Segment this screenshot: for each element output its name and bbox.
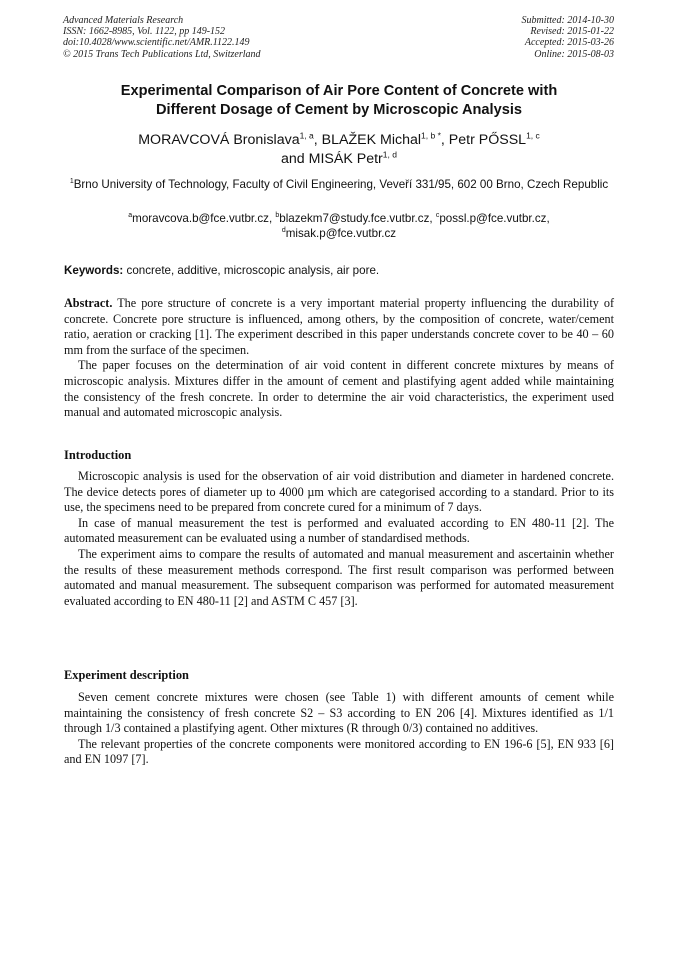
affiliation-sup: 1 bbox=[69, 178, 74, 186]
author-sup: 1, a bbox=[299, 130, 314, 141]
abstract-paragraph: The paper focuses on the determination of air void content in different concrete mixtures by means of microscopic analysis. Mixtures differ in the amount of cement and plastifying agent added while maintaining the consistency of the fresh concrete. In order to determine the air void characteristics, the experiment used manual and automated microscopic analysis. bbox=[64, 358, 614, 420]
date-submitted: Submitted: 2014-10-30 bbox=[521, 15, 614, 26]
title-line-2: Different Dosage of Cement by Microscopic Analysis bbox=[155, 102, 522, 118]
author-name: BLAŽEK Michal bbox=[321, 132, 422, 148]
date-online: Online: 2015-08-03 bbox=[534, 48, 614, 60]
abstract-text: The pore structure of concrete is a very important material property influencing the durability of concrete. Concrete pore structure is influenced, among others, by the composition of concrete, water/cement ratio, aeration or cracking [1]. The experiment described in this paper understands concrete cover to be 40 – 60 mm from the surface of the specimen. bbox=[64, 296, 615, 357]
submission-dates bbox=[522, 15, 615, 60]
email-link[interactable]: moravcova.b@fce.vutbr.cz, bbox=[132, 212, 273, 225]
section-introduction bbox=[64, 469, 614, 609]
paper-title bbox=[60, 82, 618, 120]
email-sup: c bbox=[435, 212, 440, 220]
author-conjunction: and bbox=[281, 151, 305, 167]
section-experiment bbox=[64, 690, 614, 768]
email-sup: d bbox=[281, 226, 286, 234]
author-name: MISÁK Petr bbox=[308, 151, 383, 167]
paragraph: Seven cement concrete mixtures were chosen (see Table 1) with different amounts of cement while maintaining the consistency of fresh concrete S2 – S3 according to EN 206 [4]. Mixtures identified as 1/1 through 1/3 contained a plastifying agent. Other mixtures (R through 0/3) contained no additives. bbox=[64, 690, 614, 736]
abstract-paragraph bbox=[64, 296, 614, 358]
date-revised: Revised: 2015-01-22 bbox=[530, 26, 614, 38]
author-sup: 1, b * bbox=[421, 130, 441, 141]
journal-copyright: © 2015 Trans Tech Publications Ltd, Switzerland bbox=[63, 48, 261, 60]
email-link[interactable]: blazekm7@study.fce.vutbr.cz, bbox=[279, 212, 433, 225]
abstract bbox=[64, 296, 614, 421]
author-name: MORAVCOVÁ Bronislava bbox=[138, 132, 300, 148]
email-link[interactable]: misak.p@fce.vutbr.cz bbox=[285, 226, 397, 240]
title-line-1: Experimental Comparison of Air Pore Content of Concrete with bbox=[120, 83, 558, 99]
keywords-text: concrete, additive, microscopic analysis, air pore. bbox=[126, 264, 380, 277]
paragraph: In case of manual measurement the test is performed and evaluated according to EN 480-11 [2]. The automated measurement can be evaluated using a number of standardised methods. bbox=[64, 515, 614, 546]
journal-info bbox=[63, 15, 261, 60]
paragraph: Microscopic analysis is used for the observation of air void distribution and diameter in hardened concrete. The device detects pores of diameter up to 4000 µm which are categorised according to a standard. Prior to its use, the specimens need to be prepared from concrete cured for a minimum of 7 days. bbox=[64, 469, 614, 515]
journal-name: Advanced Materials Research bbox=[63, 15, 184, 26]
date-accepted: Accepted: 2015-03-26 bbox=[524, 37, 614, 49]
affiliation-text: Brno University of Technology, Faculty of Civil Engineering, Veveří 331/95, 602 00 Brno, Czech Republic bbox=[73, 178, 609, 191]
journal-doi: doi:10.4028/www.scientific.net/AMR.1122.149 bbox=[63, 37, 250, 49]
email-sup: b bbox=[275, 212, 280, 220]
affiliation bbox=[64, 178, 614, 193]
keywords bbox=[64, 263, 614, 278]
author-name: Petr PŐSSL bbox=[448, 132, 527, 148]
section-heading-introduction: Introduction bbox=[64, 448, 132, 462]
paragraph: The experiment aims to compare the results of automated and manual measurement and ascertainin whether the results of these measurement methods correspond. The first result comparison was performed between automated and manual measurement. The subsequent comparison was performed for automated measurement evaluated according to EN 480-11 [2] and ASTM C 457 [3]. bbox=[64, 546, 614, 608]
abstract-label: Abstract. bbox=[64, 296, 113, 310]
paragraph: The relevant properties of the concrete components were monitored according to EN 196-6 [5], EN 933 [6] and EN 1097 [7]. bbox=[64, 736, 614, 767]
journal-issn: ISSN: 1662-8985, Vol. 1122, pp 149-152 bbox=[63, 26, 226, 38]
author-list: MORAVCOVÁ Bronislava$^{1, a}$, BLAŽEK Michal$^{1, b *}$, Petr PŐSSL$^{1, c}$ and MISÁK Petr$^{1, d}$ bbox=[138, 130, 540, 167]
email-sup: a bbox=[128, 212, 133, 220]
keywords-label: Keywords: bbox=[64, 264, 124, 277]
author-sup: 1, d bbox=[382, 149, 397, 160]
author-sup: 1, c bbox=[526, 130, 540, 141]
section-heading-experiment: Experiment description bbox=[64, 668, 189, 682]
author-emails bbox=[64, 212, 614, 242]
email-link[interactable]: possl.p@fce.vutbr.cz, bbox=[439, 212, 550, 225]
